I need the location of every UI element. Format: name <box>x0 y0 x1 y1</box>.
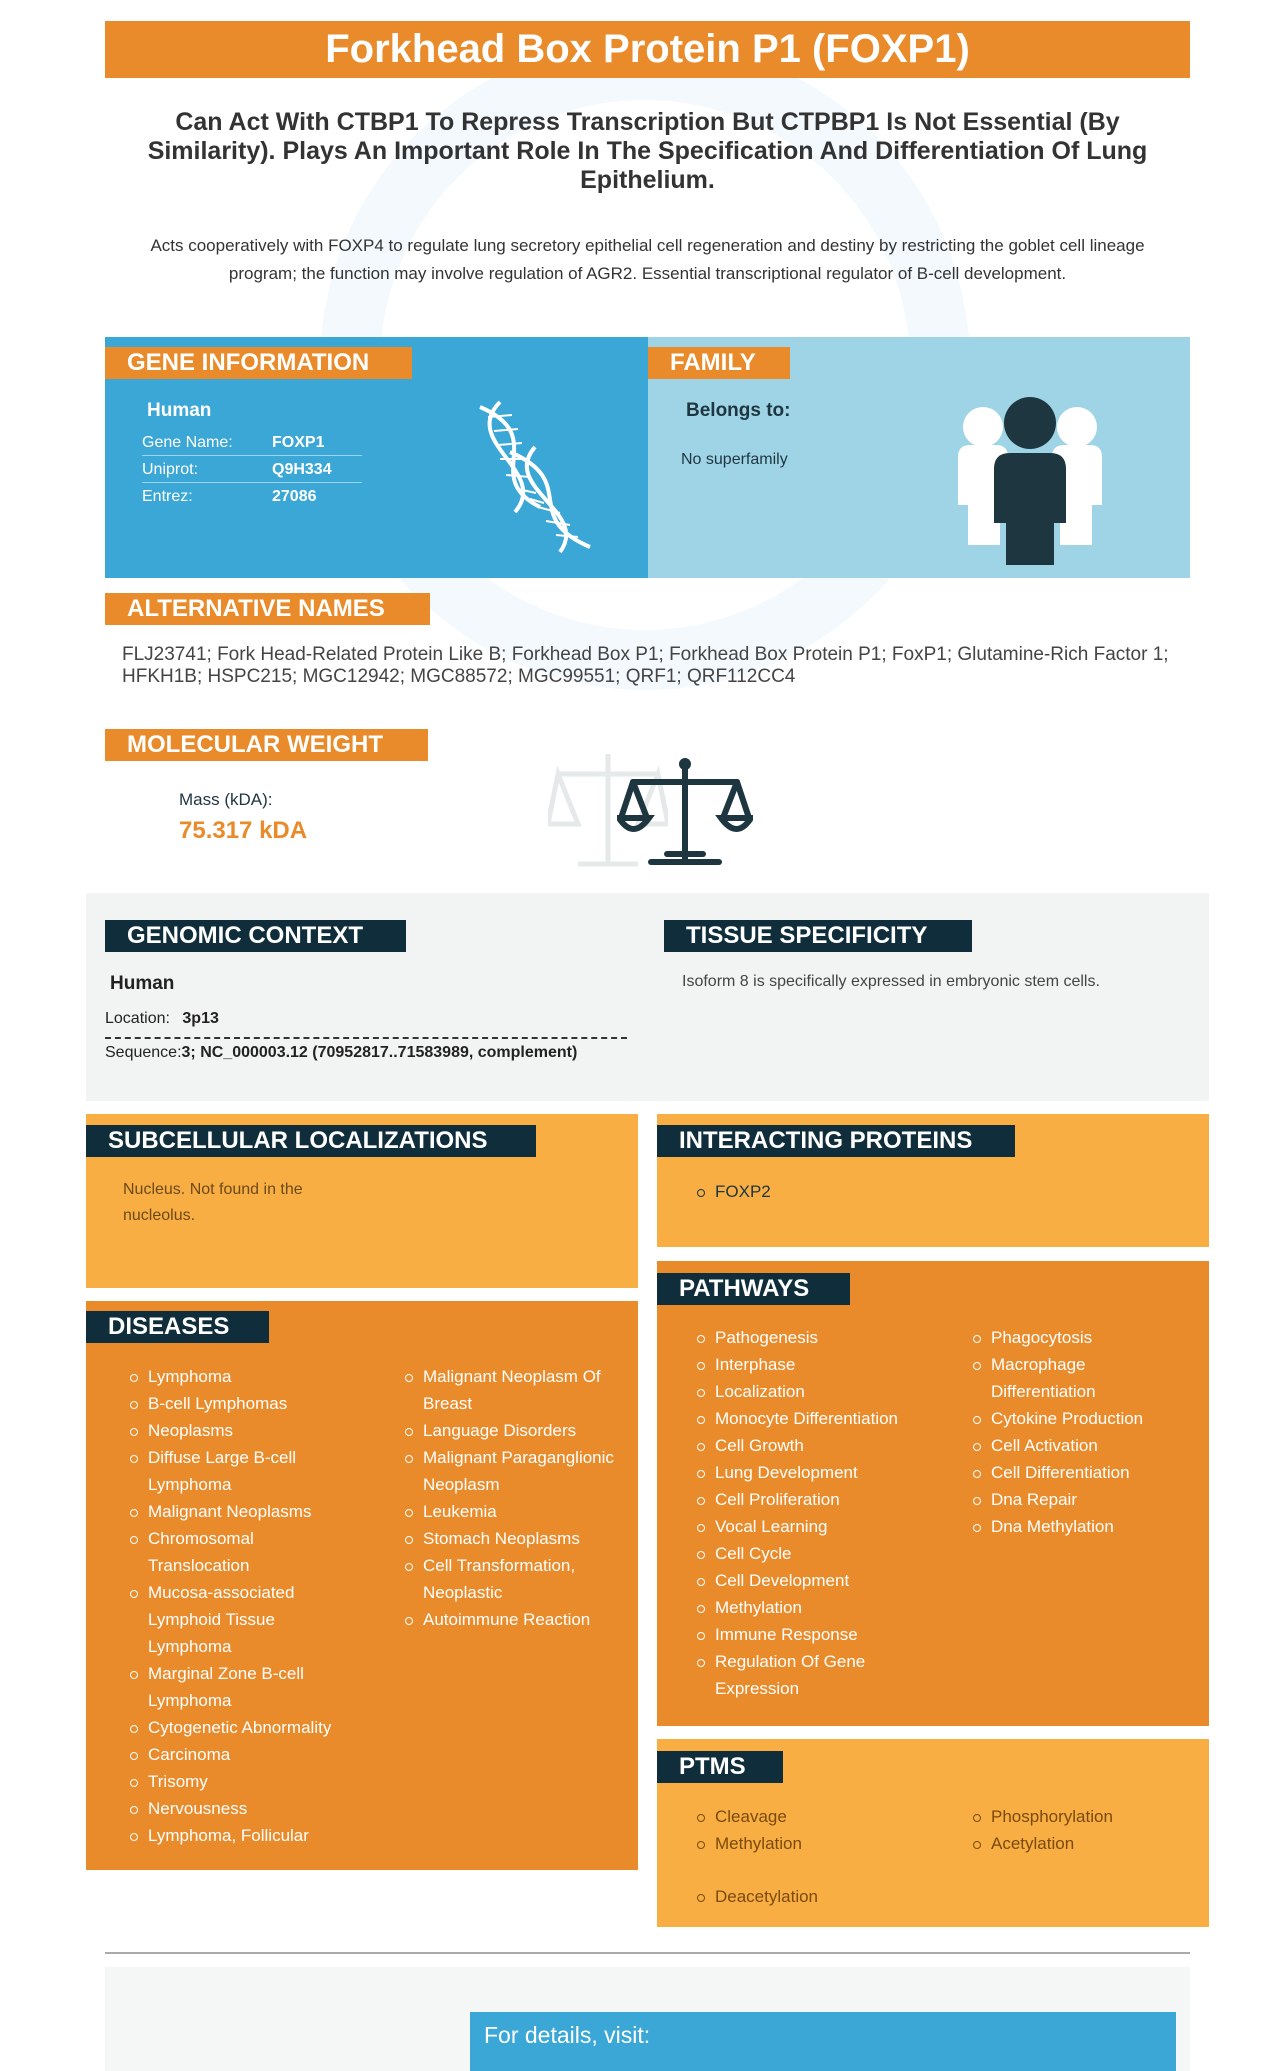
uniprot-row: Uniprot: Q9H334 <box>142 456 362 483</box>
list-item: Deacetylation <box>695 1883 915 1910</box>
list-item: Cell Transformation, Neoplastic <box>403 1552 623 1606</box>
sequence-row: Sequence:3; NC_000003.12 (70952817..71583989, complement) <box>105 1044 578 1061</box>
scale-icon <box>617 756 753 868</box>
subcellular-panel <box>86 1114 638 1288</box>
list-item: FOXP2 <box>695 1178 771 1205</box>
pathways-header: PATHWAYS <box>657 1273 850 1305</box>
list-item: Cell Proliferation <box>695 1486 935 1513</box>
list-item: Macrophage Differentiation <box>971 1351 1171 1405</box>
list-item: Cell Growth <box>695 1432 935 1459</box>
diseases-list-col1 <box>128 1363 348 1849</box>
list-item: Dna Repair <box>971 1486 1171 1513</box>
interacting-proteins-panel <box>657 1114 1209 1247</box>
details-label: For details, visit: <box>484 2022 651 2048</box>
pathways-list-col1 <box>695 1324 935 1702</box>
molecular-weight-header: MOLECULAR WEIGHT <box>105 729 428 761</box>
tissue-specificity-header: TISSUE SPECIFICITY <box>664 920 972 952</box>
list-item: Phagocytosis <box>971 1324 1171 1351</box>
mass-label: Mass (kDA): <box>179 790 273 809</box>
list-item: Chromosomal Translocation <box>128 1525 348 1579</box>
family-panel <box>648 337 1190 578</box>
family-belongs-label: Belongs to: <box>686 400 791 421</box>
gene-name-row: Gene Name: FOXP1 <box>142 429 362 456</box>
genomic-species: Human <box>110 973 175 994</box>
list-item: Nervousness <box>128 1795 348 1822</box>
list-item: Lymphoma, Follicular <box>128 1822 348 1849</box>
page-subtitle: Can Act With CTBP1 To Repress Transcription But CTPBP1 Is Not Essential (By Similarity). Plays An Important Role In The Specification And Differentiation Of Lung Epithelium. <box>147 108 1148 194</box>
list-item: Lung Development <box>695 1459 935 1486</box>
ptms-header: PTMS <box>657 1751 783 1783</box>
pathways-panel <box>657 1261 1209 1726</box>
sequence-divider <box>105 1037 627 1039</box>
list-item: Malignant Paraganglionic Neoplasm <box>403 1444 623 1498</box>
list-item: Pathogenesis <box>695 1324 935 1351</box>
gene-species: Human <box>147 400 212 421</box>
ptms-panel <box>657 1739 1209 1927</box>
list-item: Leukemia <box>403 1498 623 1525</box>
page-description: Acts cooperatively with FOXP4 to regulate lung secretory epithelial cell regeneration and destiny by restricting the goblet cell lineage program; the function may involve regulation of AGR2. Essential transcriptional regulator of B-cell development. <box>150 236 1145 283</box>
diseases-header: DISEASES <box>86 1311 269 1343</box>
family-value: No superfamily <box>681 451 788 468</box>
list-item: Malignant Neoplasm Of Breast <box>403 1363 623 1417</box>
list-item: Mucosa-associated Lymphoid Tissue Lymphoma <box>128 1579 348 1660</box>
list-item: Malignant Neoplasms <box>128 1498 348 1525</box>
ptms-list-col1 <box>695 1803 915 1857</box>
people-group-icon <box>956 395 1106 567</box>
list-item: Cytogenetic Abnormality <box>128 1714 348 1741</box>
diseases-list-col2 <box>403 1363 623 1633</box>
list-item: Neoplasms <box>128 1417 348 1444</box>
details-box <box>470 2012 1176 2071</box>
list-item: Marginal Zone B-cell Lymphoma <box>128 1660 348 1714</box>
interacting-proteins-header: INTERACTING PROTEINS <box>657 1125 1015 1157</box>
list-item: Cell Differentiation <box>971 1459 1171 1486</box>
list-item: Methylation <box>695 1594 935 1621</box>
list-item: Interphase <box>695 1351 935 1378</box>
subcellular-text: Nucleus. Not found in the nucleolus. <box>123 1181 303 1224</box>
location-row: Location: 3p13 <box>105 1010 219 1027</box>
gene-information-header: GENE INFORMATION <box>105 347 412 379</box>
mass-value: 75.317 kDA <box>179 817 308 844</box>
pathways-list-col2 <box>971 1324 1171 1540</box>
list-item: Acetylation <box>971 1830 1191 1857</box>
page-title: Forkhead Box Protein P1 (FOXP1) <box>105 21 1190 78</box>
list-item: Cell Activation <box>971 1432 1171 1459</box>
entrez-row: Entrez: 27086 <box>142 488 317 505</box>
genomic-context-header: GENOMIC CONTEXT <box>105 920 406 952</box>
list-item: Carcinoma <box>128 1741 348 1768</box>
list-item: Cleavage <box>695 1803 915 1830</box>
list-item: Regulation Of Gene Expression <box>695 1648 935 1702</box>
interacting-proteins-list <box>695 1178 771 1205</box>
genomic-context-area <box>86 893 1209 1101</box>
list-item: Monocyte Differentiation <box>695 1405 935 1432</box>
list-item: Methylation <box>695 1830 915 1857</box>
dna-icon <box>460 397 610 557</box>
list-item: Dna Methylation <box>971 1513 1171 1540</box>
footer-divider <box>105 1952 1190 1954</box>
list-item: Language Disorders <box>403 1417 623 1444</box>
list-item: Cell Development <box>695 1567 935 1594</box>
list-item: Cell Cycle <box>695 1540 935 1567</box>
list-item: Autoimmune Reaction <box>403 1606 623 1633</box>
list-item: Diffuse Large B-cell Lymphoma <box>128 1444 348 1498</box>
diseases-panel <box>86 1301 638 1870</box>
tissue-specificity-text: Isoform 8 is specifically expressed in embryonic stem cells. <box>682 973 1100 990</box>
list-item: Immune Response <box>695 1621 935 1648</box>
ptms-list-col2 <box>971 1803 1191 1857</box>
list-item: Trisomy <box>128 1768 348 1795</box>
list-item: B-cell Lymphomas <box>128 1390 348 1417</box>
list-item: Cytokine Production <box>971 1405 1171 1432</box>
list-item: Localization <box>695 1378 935 1405</box>
family-header: FAMILY <box>648 347 790 379</box>
gene-information-panel <box>105 337 648 578</box>
list-item: Phosphorylation <box>971 1803 1191 1830</box>
subcellular-header: SUBCELLULAR LOCALIZATIONS <box>86 1125 536 1157</box>
alternative-names-text: FLJ23741; Fork Head-Related Protein Like B; Forkhead Box P1; Forkhead Box Protein P1; FoxP1; Glutamine-Rich Factor 1; HFKH1B; HSPC215; MGC12942; MGC88572; MGC99551; QRF1; QRF112CC4 <box>122 644 1169 687</box>
list-item: Vocal Learning <box>695 1513 935 1540</box>
list-item: Stomach Neoplasms <box>403 1525 623 1552</box>
list-item: Lymphoma <box>128 1363 348 1390</box>
ptms-list-extra <box>695 1883 915 1910</box>
alternative-names-header: ALTERNATIVE NAMES <box>105 593 430 625</box>
